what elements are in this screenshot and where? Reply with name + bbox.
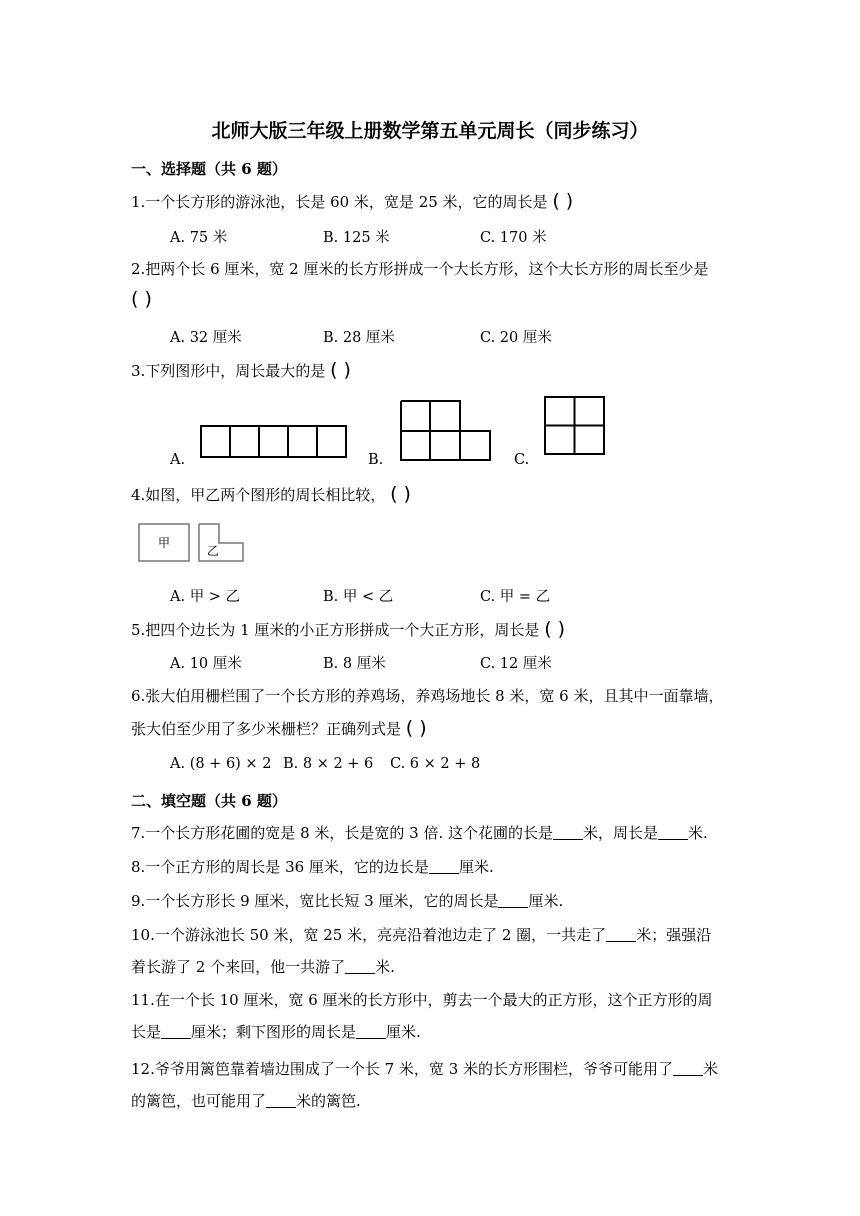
q4-option-b: B. 甲 < 乙 — [323, 589, 394, 605]
question-8-text-b: 厘米. — [458, 858, 494, 876]
answer-blank[interactable] — [658, 825, 688, 840]
question-9-text-a: 9.一个长方形长 9 厘米，宽比长短 3 厘米，它的周长是 — [131, 892, 499, 910]
question-6-line-2 — [131, 717, 427, 739]
question-2-line-1: 2.把两个长 6 厘米，宽 2 厘米的长方形拼成一个大长方形，这个大长方形的周长至少是 — [131, 260, 709, 278]
q2-option-a: A. 32 厘米 — [170, 330, 242, 346]
question-10-line-2 — [131, 956, 395, 977]
q6-option-a: A. (8 + 6) × 2 — [170, 756, 272, 772]
q5-option-b: B. 8 厘米 — [323, 656, 386, 672]
question-9 — [131, 890, 563, 911]
q5-option-c: C. 12 厘米 — [480, 656, 552, 672]
question-7-text-b: 米，周长是 — [583, 824, 659, 842]
question-11-text-b: 长是 — [131, 1023, 162, 1041]
question-5 — [131, 618, 565, 640]
question-2-paren: ( ) — [131, 288, 152, 310]
question-7 — [131, 822, 708, 843]
question-10-text-b: 米；强强沿 — [636, 926, 712, 944]
q4-option-c: C. 甲 = 乙 — [480, 589, 551, 605]
answer-blank[interactable] — [161, 1024, 191, 1039]
answer-paren: ( ) — [405, 717, 427, 739]
question-5-text: 5.把四个边长为 1 厘米的小正方形拼成一个大正方形，周长是 — [131, 621, 540, 639]
question-7-text-a: 7.一个长方形花圃的宽是 8 米，长是宽的 3 倍. 这个花圃的长是 — [131, 824, 554, 842]
question-1-text: 1.一个长方形的游泳池，长是 60 米，宽是 25 米，它的周长是 — [131, 193, 548, 211]
question-12-text-a: 12.爷爷用篱笆靠着墙边围成了一个长 7 米，宽 3 米的长方形围栏，爷爷可能用了 — [131, 1060, 674, 1078]
q3-option-b: B. — [368, 452, 384, 468]
question-12-line-1 — [131, 1058, 718, 1079]
question-10-text-c: 着长游了 2 个来回，他一共游了 — [131, 958, 346, 976]
section-heading-choice: 一、选择题（共 6 题） — [131, 160, 287, 178]
question-10-line-1 — [131, 924, 711, 945]
question-4-text: 4.如图，甲乙两个图形的周长相比较， — [131, 486, 386, 504]
question-4 — [131, 483, 411, 505]
q5-option-a: A. 10 厘米 — [170, 656, 242, 672]
q1-option-b: B. 125 米 — [323, 230, 390, 246]
question-1 — [131, 190, 573, 212]
question-3 — [131, 359, 351, 381]
answer-blank[interactable] — [606, 927, 636, 942]
question-8-text-a: 8.一个正方形的周长是 36 厘米，它的边长是 — [131, 858, 429, 876]
question-3-text: 3.下列图形中，周长最大的是 — [131, 362, 326, 380]
question-12-text-d: 米的篱笆. — [296, 1092, 361, 1110]
question-10-text-d: 米. — [375, 958, 395, 976]
question-11-line-1: 11.在一个长 10 厘米，宽 6 厘米的长方形中，剪去一个最大的正方形，这个正方形的周 — [131, 991, 713, 1009]
question-6-line-1: 6.张大伯用栅栏围了一个长方形的养鸡场，养鸡场地长 8 米，宽 6 米，且其中一面靠墙， — [131, 687, 724, 705]
page-title: 北师大版三年级上册数学第五单元周长（同步练习） — [211, 120, 649, 142]
answer-blank[interactable] — [266, 1093, 296, 1108]
q1-option-c: C. 170 米 — [480, 230, 547, 246]
answer-blank[interactable] — [429, 859, 459, 874]
question-12-text-c: 的篱笆，也可能用了 — [131, 1092, 267, 1110]
figure-b-l-shape — [400, 400, 492, 462]
answer-blank[interactable] — [345, 959, 375, 974]
question-12-text-b: 米 — [703, 1060, 719, 1078]
answer-blank[interactable] — [673, 1061, 703, 1076]
question-9-text-b: 厘米. — [528, 892, 564, 910]
figure-jia-yi — [137, 522, 249, 564]
q3-option-c: C. — [514, 452, 530, 468]
q6-option-b: B. 8 × 2 + 6 — [283, 756, 374, 772]
answer-paren: ( ) — [330, 359, 351, 381]
answer-paren: ( ) — [552, 190, 574, 212]
answer-paren: ( ) — [544, 618, 566, 640]
answer-blank[interactable] — [356, 1024, 386, 1039]
answer-blank[interactable] — [553, 825, 583, 840]
q3-option-a: A. — [170, 452, 186, 468]
figure-label-jia: 甲 — [158, 536, 171, 550]
figure-c-square — [544, 396, 606, 456]
q2-option-b: B. 28 厘米 — [323, 330, 395, 346]
question-12-line-2 — [131, 1090, 361, 1111]
question-11-text-c: 厘米；剩下图形的周长是 — [191, 1023, 357, 1041]
question-11-text-d: 厘米. — [386, 1023, 421, 1041]
question-7-text-c: 米. — [688, 824, 708, 842]
answer-paren: ( ) — [390, 483, 411, 505]
question-6-text: 张大伯至少用了多少米栅栏？正确列式是 — [131, 720, 402, 738]
q2-option-c: C. 20 厘米 — [480, 330, 552, 346]
question-11-line-2 — [131, 1021, 421, 1042]
answer-blank[interactable] — [498, 893, 528, 908]
figure-label-yi: 乙 — [207, 544, 220, 558]
q1-option-a: A. 75 米 — [170, 230, 228, 246]
question-8 — [131, 856, 494, 877]
figure-a-five-squares — [200, 425, 348, 459]
question-10-text-a: 10.一个游泳池长 50 米，宽 25 米，亮亮沿着池边走了 2 圈，一共走了 — [131, 926, 607, 944]
q6-option-c: C. 6 × 2 + 8 — [390, 756, 481, 772]
section-heading-fill: 二、填空题（共 6 题） — [131, 792, 287, 810]
q4-option-a: A. 甲 > 乙 — [170, 589, 241, 605]
